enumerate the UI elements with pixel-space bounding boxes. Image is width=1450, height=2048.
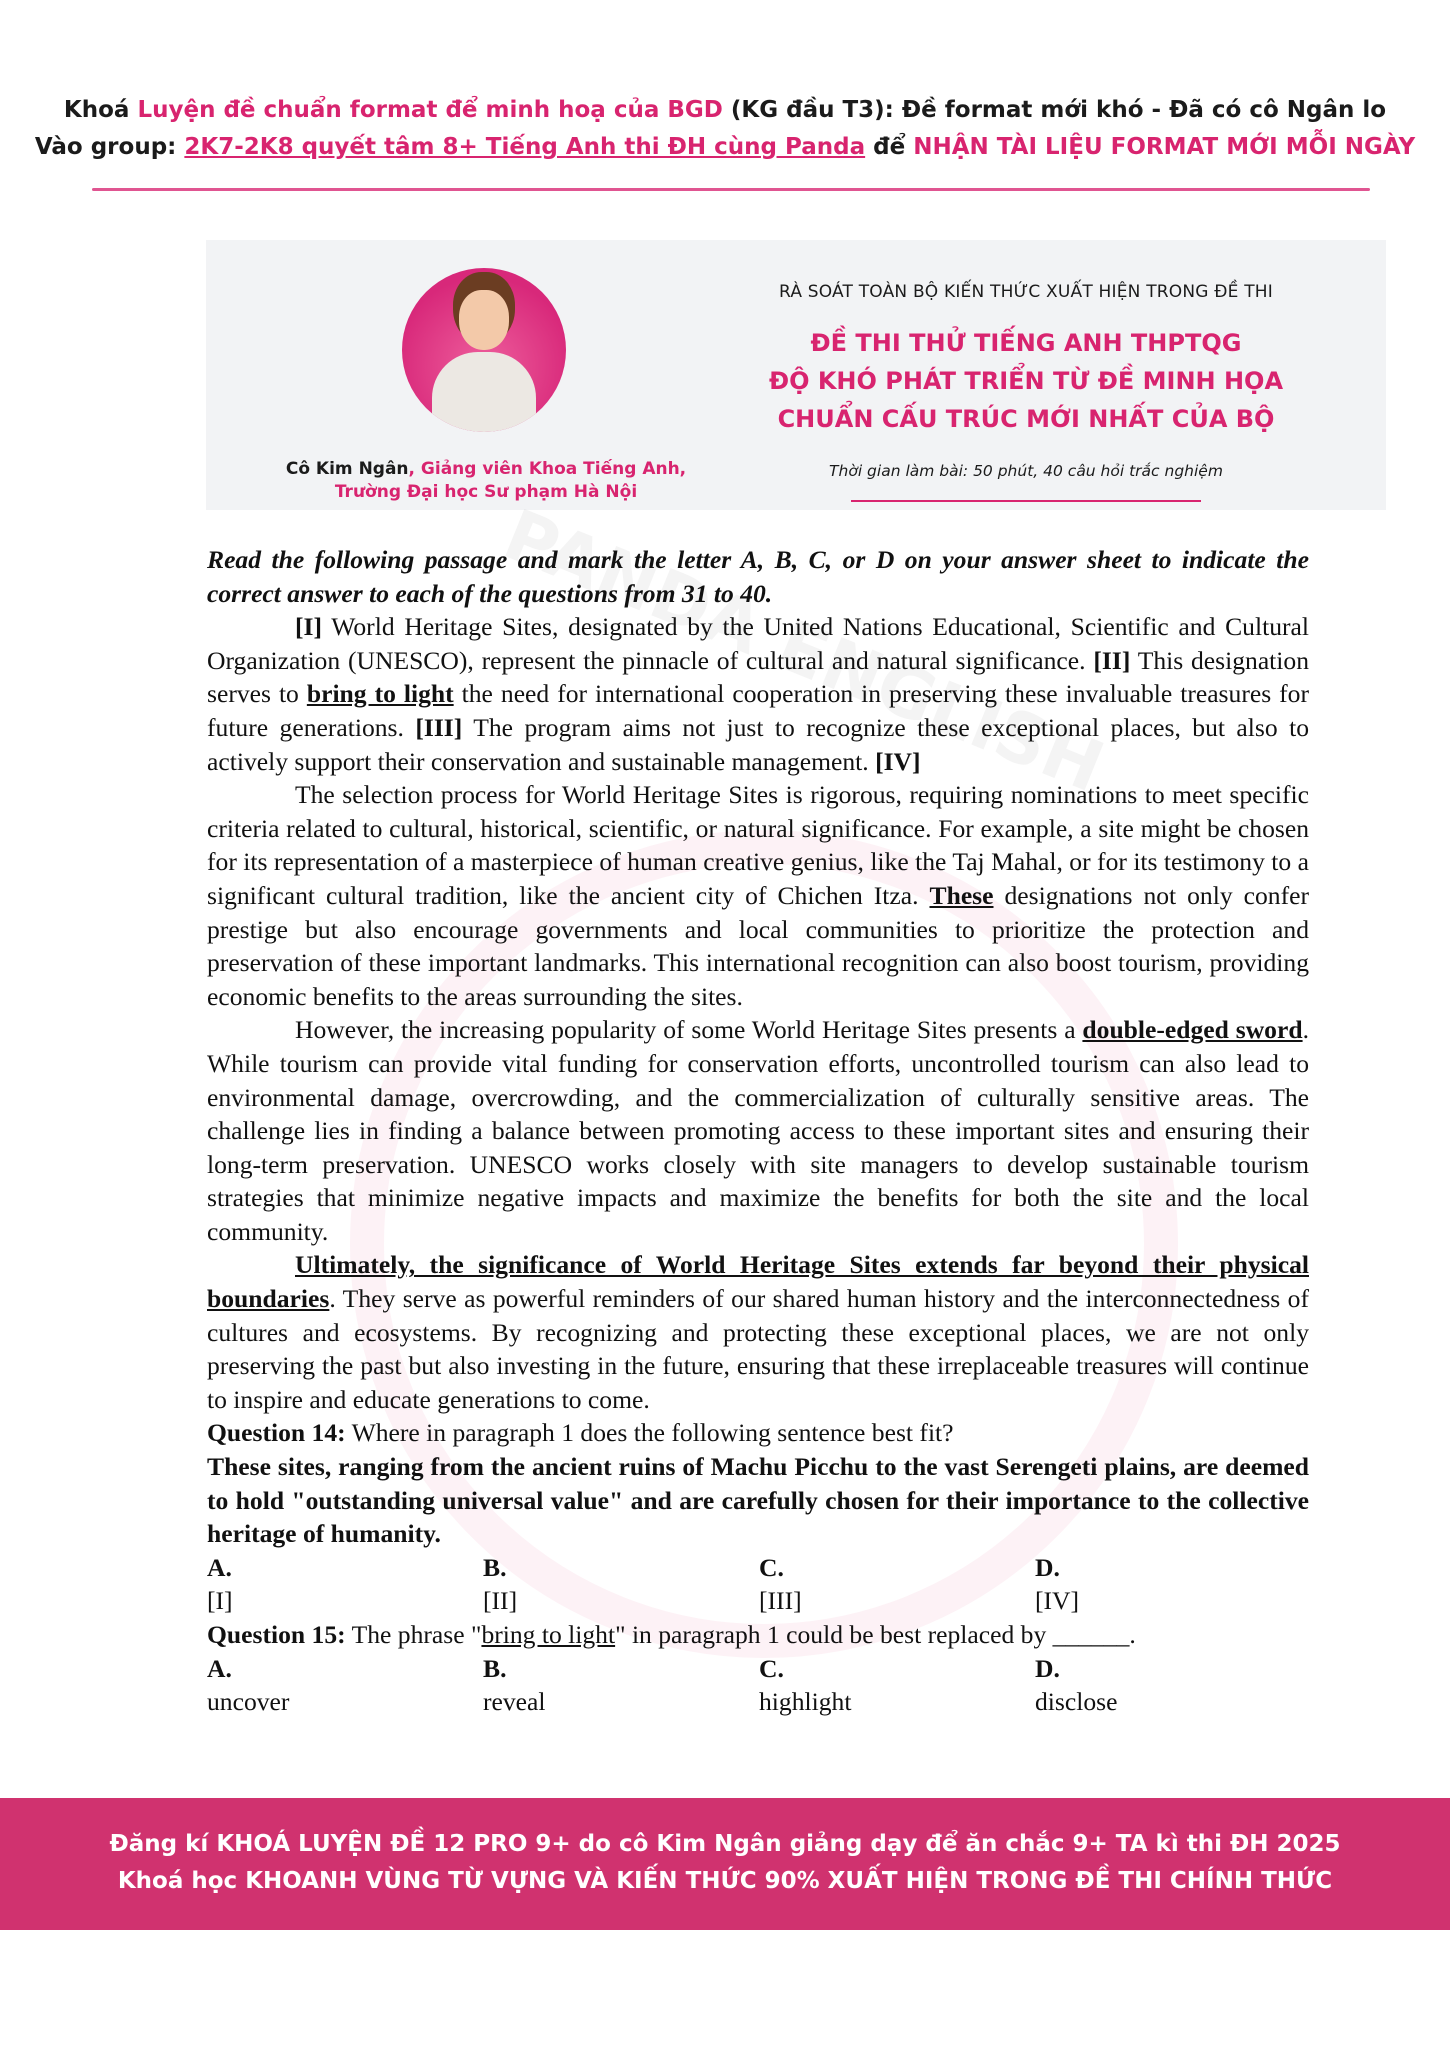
exam-title: ĐỀ THI THỬ TIẾNG ANH THPTQG ĐỘ KHÓ PHÁT TRIỂN TỪ ĐỀ MINH HỌA CHUẨN CẤU TRÚC MỚI NHẤT CỦA BỘ: [768, 329, 1284, 433]
question-14-stem: Question 14: Where in paragraph 1 does the following sentence best fit?: [207, 1418, 954, 1448]
marker-i: [I]: [295, 612, 323, 642]
header-divider: [92, 188, 1370, 191]
bottom-promo-banner: [0, 1798, 1450, 1930]
sentence-ultimately: Ultimately, the significance of World Heritage Sites extends far beyond their physical boundaries: [207, 1250, 1309, 1314]
top-promo-banner: [0, 92, 1450, 166]
question-15-options: [207, 1652, 1309, 1719]
promo-line-1: Khoá Luyện đề chuẩn format để minh hoạ của BGD (KG đầu T3): Đề format mới khó - Đã có cô Ngân lo: [63, 97, 1387, 123]
marker-iv: [IV]: [875, 746, 921, 776]
marker-ii: [II]: [1093, 645, 1131, 675]
option-c[interactable]: C. [III]: [759, 1552, 802, 1616]
phrase-double-edged-sword: double-edged sword: [1082, 1015, 1303, 1045]
paragraph-4: Ultimately, the significance of World Heritage Sites extends far beyond their physical boundaries. They serve as powerful reminders of our shared human history and the interconnectedness of cultures and ecosystems. By recognizing and protecting these exceptional places, we are not only preserving the past but also investing in the future, ensuring that these irreplaceable treasures will continue to inspire and educate generations to come.: [207, 1250, 1309, 1414]
teacher-caption: Cô Kim Ngân, Giảng viên Khoa Tiếng Anh, Trường Đại học Sư phạm Hà Nội: [285, 459, 687, 502]
reading-section: [207, 543, 1309, 1719]
option-a[interactable]: A. [I]: [207, 1552, 233, 1616]
avatar-body-shape: [432, 352, 536, 432]
paragraph-3: However, the increasing popularity of some World Heritage Sites presents a double-edged sword. While tourism can provide vital funding for conservation efforts, uncontrolled tourism can also lead to environmental damage, overcrowding, and the commercialization of culturally sensitive areas. The challenge lies in finding a balance between promoting access to these important sites and ensuring their long-term preservation. UNESCO works closely with site managers to develop sustainable tourism strategies that minimize negative impacts and maximize the benefits for both the site and the local community.: [207, 1015, 1309, 1246]
option-a[interactable]: A. uncover: [207, 1653, 290, 1717]
question-14-options: [207, 1551, 1309, 1618]
paragraph-2: The selection process for World Heritage Sites is rigorous, requiring nominations to meet specific criteria related to cultural, historical, scientific, or natural significance. For example, a site might be chosen for its representation of a masterpiece of human creative genius, like the Taj Mahal, or for its testimony to a significant cultural tradition, like the ancient city of Chichen Itza. These designations not only confer prestige but also encourage governments and local communities to prioritize the protection and preservation of these important landmarks. This international recognition can also boost tourism, providing economic benefits to the areas surrounding the sites.: [207, 780, 1309, 1011]
promo-line-2: Vào group: 2K7-2K8 quyết tâm 8+ Tiếng Anh thi ĐH cùng Panda để NHẬN TÀI LIỆU FORMAT MỚI MỖI NGÀY: [34, 134, 1416, 160]
footer-line-1: Đăng kí KHOÁ LUYỆN ĐỀ 12 PRO 9+ do cô Kim Ngân giảng dạy để ăn chắc 9+ TA kì thi ĐH 2025: [109, 1831, 1341, 1857]
phrase-bring-to-light: bring to light: [306, 679, 454, 709]
paragraph-1: [I] World Heritage Sites, designated by the United Nations Educational, Scientific and Cultural Organization (UNESCO), represent the pinnacle of cultural and natural significance. [II] This designation serves to bring to light the need for international cooperation in preserving these invaluable treasures for future generations. [III] The program aims not just to recognize these exceptional places, but also to actively support their conservation and sustainable management. [IV]: [207, 612, 1309, 776]
option-d[interactable]: D. disclose: [1035, 1653, 1118, 1717]
time-limit: Thời gian làm bài: 50 phút, 40 câu hỏi trắc nghiệm: [829, 462, 1223, 480]
avatar-head-shape: [459, 290, 509, 350]
marker-iii: [III]: [415, 712, 463, 742]
word-these: These: [929, 880, 994, 910]
title-underline: [851, 500, 1201, 502]
course-name: Luyện đề chuẩn format để minh hoạ của BGD: [137, 97, 723, 123]
review-line: RÀ SOÁT TOÀN BỘ KIẾN THỨC XUẤT HIỆN TRONG ĐỀ THI: [779, 282, 1273, 302]
exam-hero-banner: [206, 240, 1386, 510]
option-b[interactable]: B. [II]: [483, 1552, 518, 1616]
question-15-stem: Question 15: The phrase "bring to light" in paragraph 1 could be best replaced by ______.: [207, 1620, 1136, 1649]
group-link[interactable]: 2K7-2K8 quyết tâm 8+ Tiếng Anh thi ĐH cùng Panda: [184, 134, 866, 160]
question-14-sentence: These sites, ranging from the ancient ruins of Machu Picchu to the vast Serengeti plains, are deemed to hold "outstanding universal value" and are carefully chosen for their importance to the collective heritage of humanity.: [207, 1452, 1309, 1549]
option-d[interactable]: D. [IV]: [1035, 1552, 1080, 1616]
footer-line-2: Khoá học KHOANH VÙNG TỪ VỰNG VÀ KIẾN THỨC 90% XUẤT HIỆN TRONG ĐỀ THI CHÍNH THỨC: [117, 1868, 1333, 1894]
option-c[interactable]: C. highlight: [759, 1653, 852, 1717]
option-b[interactable]: B. reveal: [483, 1653, 546, 1717]
exam-title-block: [726, 282, 1326, 502]
phrase-bring-to-light-q15: bring to light: [481, 1620, 616, 1649]
instruction: Read the following passage and mark the letter A, B, C, or D on your answer sheet to indicate the correct answer to each of the questions from 31 to 40.: [207, 545, 1309, 608]
teacher-name: Cô Kim Ngân: [285, 459, 409, 479]
teacher-avatar: [402, 268, 566, 432]
